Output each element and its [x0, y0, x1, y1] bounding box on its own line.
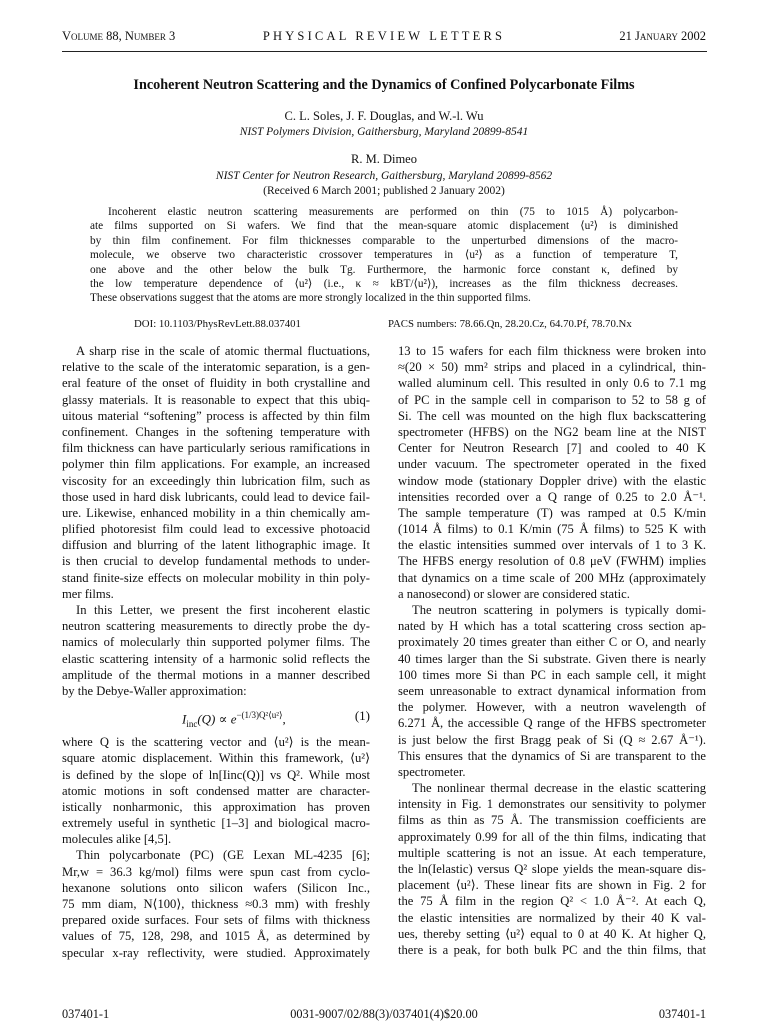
text-line: uitous material “softening” process is affected by thin film — [62, 408, 370, 423]
abstract-line: by thin film confinement. For film thicknesses comparable to the unperturbed dimensions of the macro- — [90, 234, 678, 247]
text-line: that dynamics on a time scale of 200 MHz (approximately — [398, 570, 706, 585]
text-line: eral feature of the onset of fluidity in both crystalline and — [62, 376, 370, 391]
paragraph — [398, 343, 706, 602]
text-line: spectrometer. — [398, 764, 466, 779]
text-line: the elastic intensities summed over intervals of 1 to 3 K. — [398, 538, 706, 553]
text-line: viscosity for an exceedingly thin lubrication film, such as — [62, 473, 370, 488]
abstract-line: one above and the other below the bulk Tg. Furthermore, the harmonic force constant κ, defined by — [90, 263, 678, 276]
text-line: intensities recorded over a Q range of 0.25 to 2.0 Å⁻¹. — [398, 489, 706, 504]
equation-body — [182, 698, 286, 742]
text-line: multiple scattering is not an issue. At each temperature, — [398, 845, 706, 860]
text-line: (1014 Å films) to 0.1 K/min (75 Å films) to 525 K with — [398, 522, 706, 537]
abstract — [90, 205, 678, 306]
paragraph — [62, 602, 370, 699]
text-line: 13 to 15 wafers for each film thickness were broken into — [398, 344, 706, 358]
equation-lhs: (Q) ∝ e — [197, 711, 237, 727]
text-line: ues, thereby setting ⟨u²⟩ equal to 0 at 40 K. At higher Q, — [398, 926, 706, 941]
text-line: amplitude of the thermal motions in a manner described — [62, 667, 370, 682]
text-line: elastic scattering intensity of a harmonic solid reflects the — [62, 651, 370, 666]
text-line: there is a peak, for both bulk PC and the thin films, that — [398, 942, 706, 957]
text-line: is defined by the slope of ln[Iinc(Q)] vs Q². While most — [62, 767, 370, 782]
text-line: istically nonharmonic, this approximation has proven — [62, 799, 370, 814]
body-column-right — [398, 343, 706, 958]
text-line: confinement. Changes in the softening temperature with — [62, 424, 370, 439]
text-line: 100 times more Si than PC in each sample cell, it might — [398, 667, 706, 682]
article-code: 0031-9007/02/88(3)/037401(4)$20.00 — [290, 1007, 478, 1021]
text-line: walled aluminum cell. This resulted in only 0.6 to 7.1 mg — [398, 376, 706, 391]
doi: DOI: 10.1103/PhysRevLett.88.037401 — [134, 318, 301, 330]
text-line: Mr,w = 36.3 kg/mol) films were spun cast from cyclo- — [62, 864, 370, 879]
text-line: of PC in the sample cell in comparison to 52 to 58 g of — [398, 392, 706, 407]
header-rule — [62, 51, 707, 52]
text-line: 75 mm diam, N⟨100⟩, thickness ≈0.3 mm) with freshly — [62, 897, 370, 911]
text-line: those used in hard disk lubricants, could lead to device fail- — [62, 489, 370, 504]
text-line: seem unreasonable to extract dynamical information from — [398, 683, 706, 698]
text-line: approximately 0.99 for all of the thin films, indicating that — [398, 829, 706, 844]
text-line: diffusion and blurring of the latent lithographic image. It — [62, 538, 370, 553]
text-line: the polymer. However, with a neutron wavelength of — [398, 700, 706, 715]
text-line: Center for Neutron Research [7] and cooled to 40 K — [398, 441, 706, 456]
text-line: the ln(Ielastic) versus Q² slope yields the mean-square dis- — [398, 862, 706, 876]
text-line: This ensures that the dynamics of Si are transparent to the — [398, 748, 706, 763]
text-line: ure. Likewise, enhanced mobility in a thin chemically am- — [62, 505, 370, 520]
text-line: neutron scattering measurements to directly probe the dy- — [62, 619, 370, 634]
paragraph — [398, 780, 706, 958]
text-line: window mode (stationary Doppler drive) with the elastic — [398, 473, 706, 488]
text-line: atomic motions in soft condensed matter are character- — [62, 783, 370, 798]
received-dates: (Received 6 March 2001; published 2 January 2002) — [263, 185, 505, 197]
text-line: extremely useful in synthetic [1–3] and biological macro- — [62, 816, 370, 831]
affiliation-secondary: NIST Center for Neutron Research, Gaithersburg, Maryland 20899-8562 — [215, 170, 553, 182]
equation-1 — [62, 699, 370, 734]
text-line: molecules alike [4,5]. — [62, 832, 172, 847]
issue-date: 21 January 2002 — [619, 29, 706, 43]
text-line: namics of molecularly thin supported polymer films. The — [62, 635, 370, 650]
text-line: nated by H which has a total scattering cross section ap- — [398, 619, 706, 634]
text-line: In this Letter, we present the first incoherent elastic — [76, 603, 370, 617]
text-line: square atomic displacement. Within this framework, ⟨u²⟩ — [62, 751, 370, 766]
paragraph — [398, 602, 706, 780]
text-line: specular x-ray reflectivity, were studied. Approximately — [62, 945, 370, 960]
text-line: ≈(20 × 50) mm² strips and placed in a cylindrical, thin- — [398, 360, 706, 375]
text-line: a nanosecond) or slower are considered static. — [398, 586, 630, 601]
authors-primary: C. L. Soles, J. F. Douglas, and W.-l. Wu — [284, 109, 484, 123]
equation-symbol: I — [182, 711, 187, 727]
journal-name: PHYSICAL REVIEW LETTERS — [262, 29, 506, 43]
text-line: film thickness can have particularly serious ramifications in — [62, 441, 370, 456]
text-line: relative to the scale of the interatomic separation, is a gen- — [62, 360, 370, 375]
text-line: The sample temperature (T) was ramped at 0.5 K/min — [398, 505, 706, 520]
text-line: plified photoresist film could lead to excessive photoacid — [62, 522, 370, 537]
abstract-line: the low temperature dependence of ⟨u²⟩ (i.e., κ ≈ kBT/⟨u²⟩), increases as the film thickness decreases. — [90, 278, 678, 291]
page-number-right: 037401-1 — [658, 1007, 706, 1021]
affiliation-primary: NIST Polymers Division, Gaithersburg, Maryland 20899-8541 — [239, 126, 529, 138]
text-line: prepared oxide surfaces. Four sets of films with thickness — [62, 913, 370, 928]
equation-subscript: inc — [186, 719, 198, 730]
equation-number: (1) — [354, 708, 370, 724]
authors-secondary: R. M. Dimeo — [351, 152, 417, 166]
text-line: Si. The cell was mounted on the high flux backscattering — [398, 408, 706, 423]
equation-comma: , — [282, 711, 286, 727]
text-line: 40 times larger than the Si substrate. Given there is nearly — [398, 651, 706, 666]
text-line: is just below the first Bragg peak of Si (Q ≈ 2.67 Å⁻¹). — [398, 732, 706, 747]
text-line: under vacuum. The spectrometer operated in the fixed — [398, 457, 706, 472]
text-line: the 75 Å film in the region Q² < 1.0 Å⁻². At each Q, — [398, 894, 706, 909]
volume-number: Volume 88, Number 3 — [62, 29, 176, 43]
body-column-left — [62, 343, 370, 961]
text-line: placement ⟨u²⟩. These linear fits are shown in Fig. 2 for — [398, 878, 706, 893]
text-line: mer films. — [62, 586, 114, 601]
text-line: the elastic intensities are normalized by their 40 K val- — [398, 910, 706, 925]
text-line: intensity in Fig. 1 demonstrates our sensitivity to polymer — [398, 797, 706, 812]
page-number-left: 037401-1 — [62, 1007, 110, 1021]
text-line: by the Debye-Waller approximation: — [62, 683, 247, 698]
equation-exponent: −(1/3)Q²⟨u²⟩ — [236, 710, 283, 721]
text-line: spectrometer (HFBS) on the NG2 beam line at the NIST — [398, 424, 706, 439]
text-line: glassy materials. It is reasonable to expect that this ubiq- — [62, 392, 370, 407]
text-line: is then crucial to develop fundamental methods to under- — [62, 554, 370, 569]
abstract-line: Incoherent elastic neutron scattering measurements are performed on thin (75 to 1015 Å) polycarbon- — [108, 206, 678, 218]
text-line: where Q is the scattering vector and ⟨u²⟩ is the mean- — [62, 735, 370, 750]
abstract-line: ate films supported on Si wafers. We find that the mean-square atomic displacement ⟨u²⟩ is diminished — [90, 220, 678, 233]
text-line: hexanone solutions onto silicon wafers (Silicon Inc., — [62, 880, 370, 895]
text-line: stand finite-size effects on molecular mobility in thin poly- — [62, 570, 370, 585]
paragraph — [62, 343, 370, 602]
text-line: 6.271 Å, the accessible Q range of the HFBS spectrometer — [398, 716, 706, 731]
text-line: values of 75, 128, 298, and 1015 Å, as determined by — [62, 929, 370, 944]
abstract-line: These observations suggest that the atoms are more strongly localized in the thin supported films. — [90, 292, 531, 305]
pacs-numbers: PACS numbers: 78.66.Qn, 28.20.Cz, 64.70.Pf, 78.70.Nx — [388, 318, 632, 330]
text-line: The HFBS energy resolution of 0.8 μeV (FWHM) implies — [398, 554, 706, 569]
text-line: Thin polycarbonate (PC) (GE Lexan ML-4235 [6]; — [76, 848, 370, 863]
paragraph — [62, 734, 370, 847]
paper-title: Incoherent Neutron Scattering and the Dynamics of Confined Polycarbonate Films — [133, 77, 635, 93]
abstract-line: molecule, we observe two characteristic crossover temperatures in ⟨u²⟩ as a function of temperature T, — [90, 249, 678, 262]
text-line: The neutron scattering in polymers is typically domi- — [412, 603, 706, 617]
paragraph — [62, 847, 370, 960]
text-line: proximately 20 times greater than either C or O, and nearly — [398, 635, 706, 650]
text-line: films as thin as 75 Å. The transmission coefficients are — [398, 813, 706, 828]
text-line: polymer thin film applications. For example, an increased — [62, 457, 370, 472]
text-line: A sharp rise in the scale of atomic thermal fluctuations, — [76, 344, 370, 358]
text-line: The nonlinear thermal decrease in the elastic scattering — [412, 781, 706, 796]
